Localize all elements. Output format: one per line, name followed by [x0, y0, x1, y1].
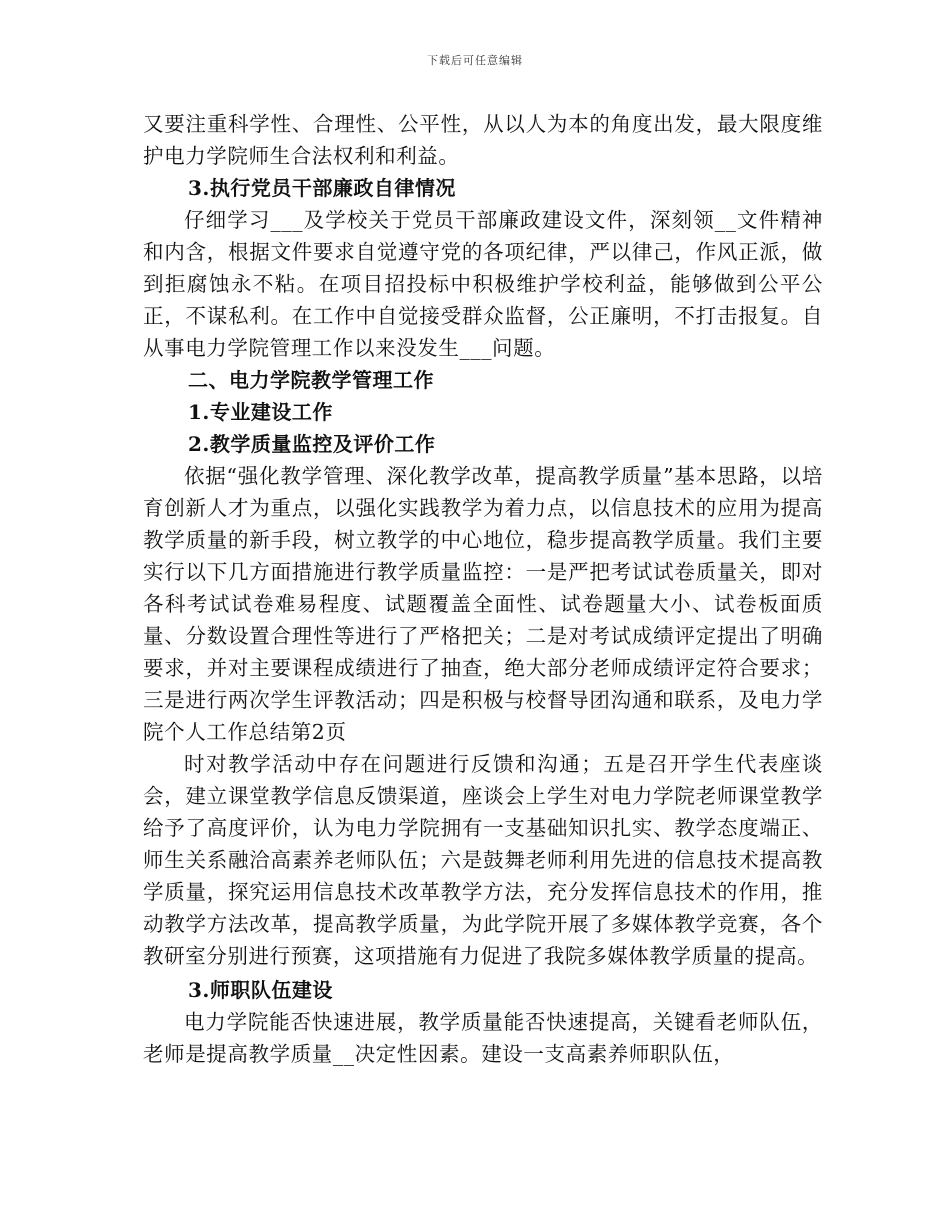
paragraph-continuation: 又要注重科学性、合理性、公平性，从以人为本的角度出发，最大限度维护电力学院师生合法权利和利益。 — [143, 112, 823, 168]
heading-integrity-self-discipline: 3.执行党员干部廉政自律情况 — [188, 176, 456, 200]
page-header: 下载后可任意编辑 — [427, 54, 523, 67]
heading-major-construction: 1.专业建设工作 — [188, 400, 333, 424]
paragraph-faculty-team: 电力学院能否快速进展，教学质量能否快速提高，关键看老师队伍，老师是提高教学质量__决定性因素。建设一支高素养师职队伍， — [143, 1010, 823, 1066]
heading-teaching-management: 二、电力学院教学管理工作 — [188, 368, 434, 392]
document-body — [143, 108, 823, 1070]
heading-faculty-team: 3.师职队伍建设 — [188, 978, 333, 1002]
paragraph-feedback: 时对教学活动中存在问题进行反馈和沟通；五是召开学生代表座谈会，建立课堂教学信息反馈渠道，座谈会上学生对电力学院老师课堂教学给予了高度评价，认为电力学院拥有一支基础知识扎实、教学态度端正、师生关系融洽高素养老师队伍；六是鼓舞老师利用先进的信息技术提高教学质量，探究运用信息技术改革教学方法，充分发挥信息技术的作用，推动教学方法改革，提高教学质量，为此学院开展了多媒体教学竞赛，各个教研室分别进行预赛，这项措施有力促进了我院多媒体教学质量的提高。 — [143, 752, 823, 968]
paragraph-quality-monitoring: 依据“强化教学管理、深化教学改革，提高教学质量”基本思路，以培育创新人才为重点，以强化实践教学为着力点，以信息技术的应用为提高教学质量的新手段，树立教学的中心地位，稳步提高教学质量。我们主要实行以下几方面措施进行教学质量监控：一是严把考试试卷质量关，即对各科考试试卷难易程度、试题覆盖全面性、试卷题量大小、试卷板面质量、分数设置合理性等进行了严格把关；二是对考试成绩评定提出了明确要求，并对主要课程成绩进行了抽查，绝大部分老师成绩评定符合要求；三是进行两次学生评教活动；四是积极与校督导团沟通和联系，及电力学院个人工作总结第2页 — [143, 464, 823, 744]
paragraph-integrity: 仔细学习___及学校关于党员干部廉政建设文件，深刻领__文件精神和内含，根据文件要求自觉遵守党的各项纪律，严以律己，作风正派，做到拒腐蚀永不粘。在项目招投标中积极维护学校利益，能够做到公平公正，不谋私利。在工作中自觉接受群众监督，公正廉明，不打击报复。自从事电力学院管理工作以来没发生___问题。 — [143, 208, 823, 360]
heading-quality-monitoring: 2.教学质量监控及评价工作 — [188, 432, 436, 456]
